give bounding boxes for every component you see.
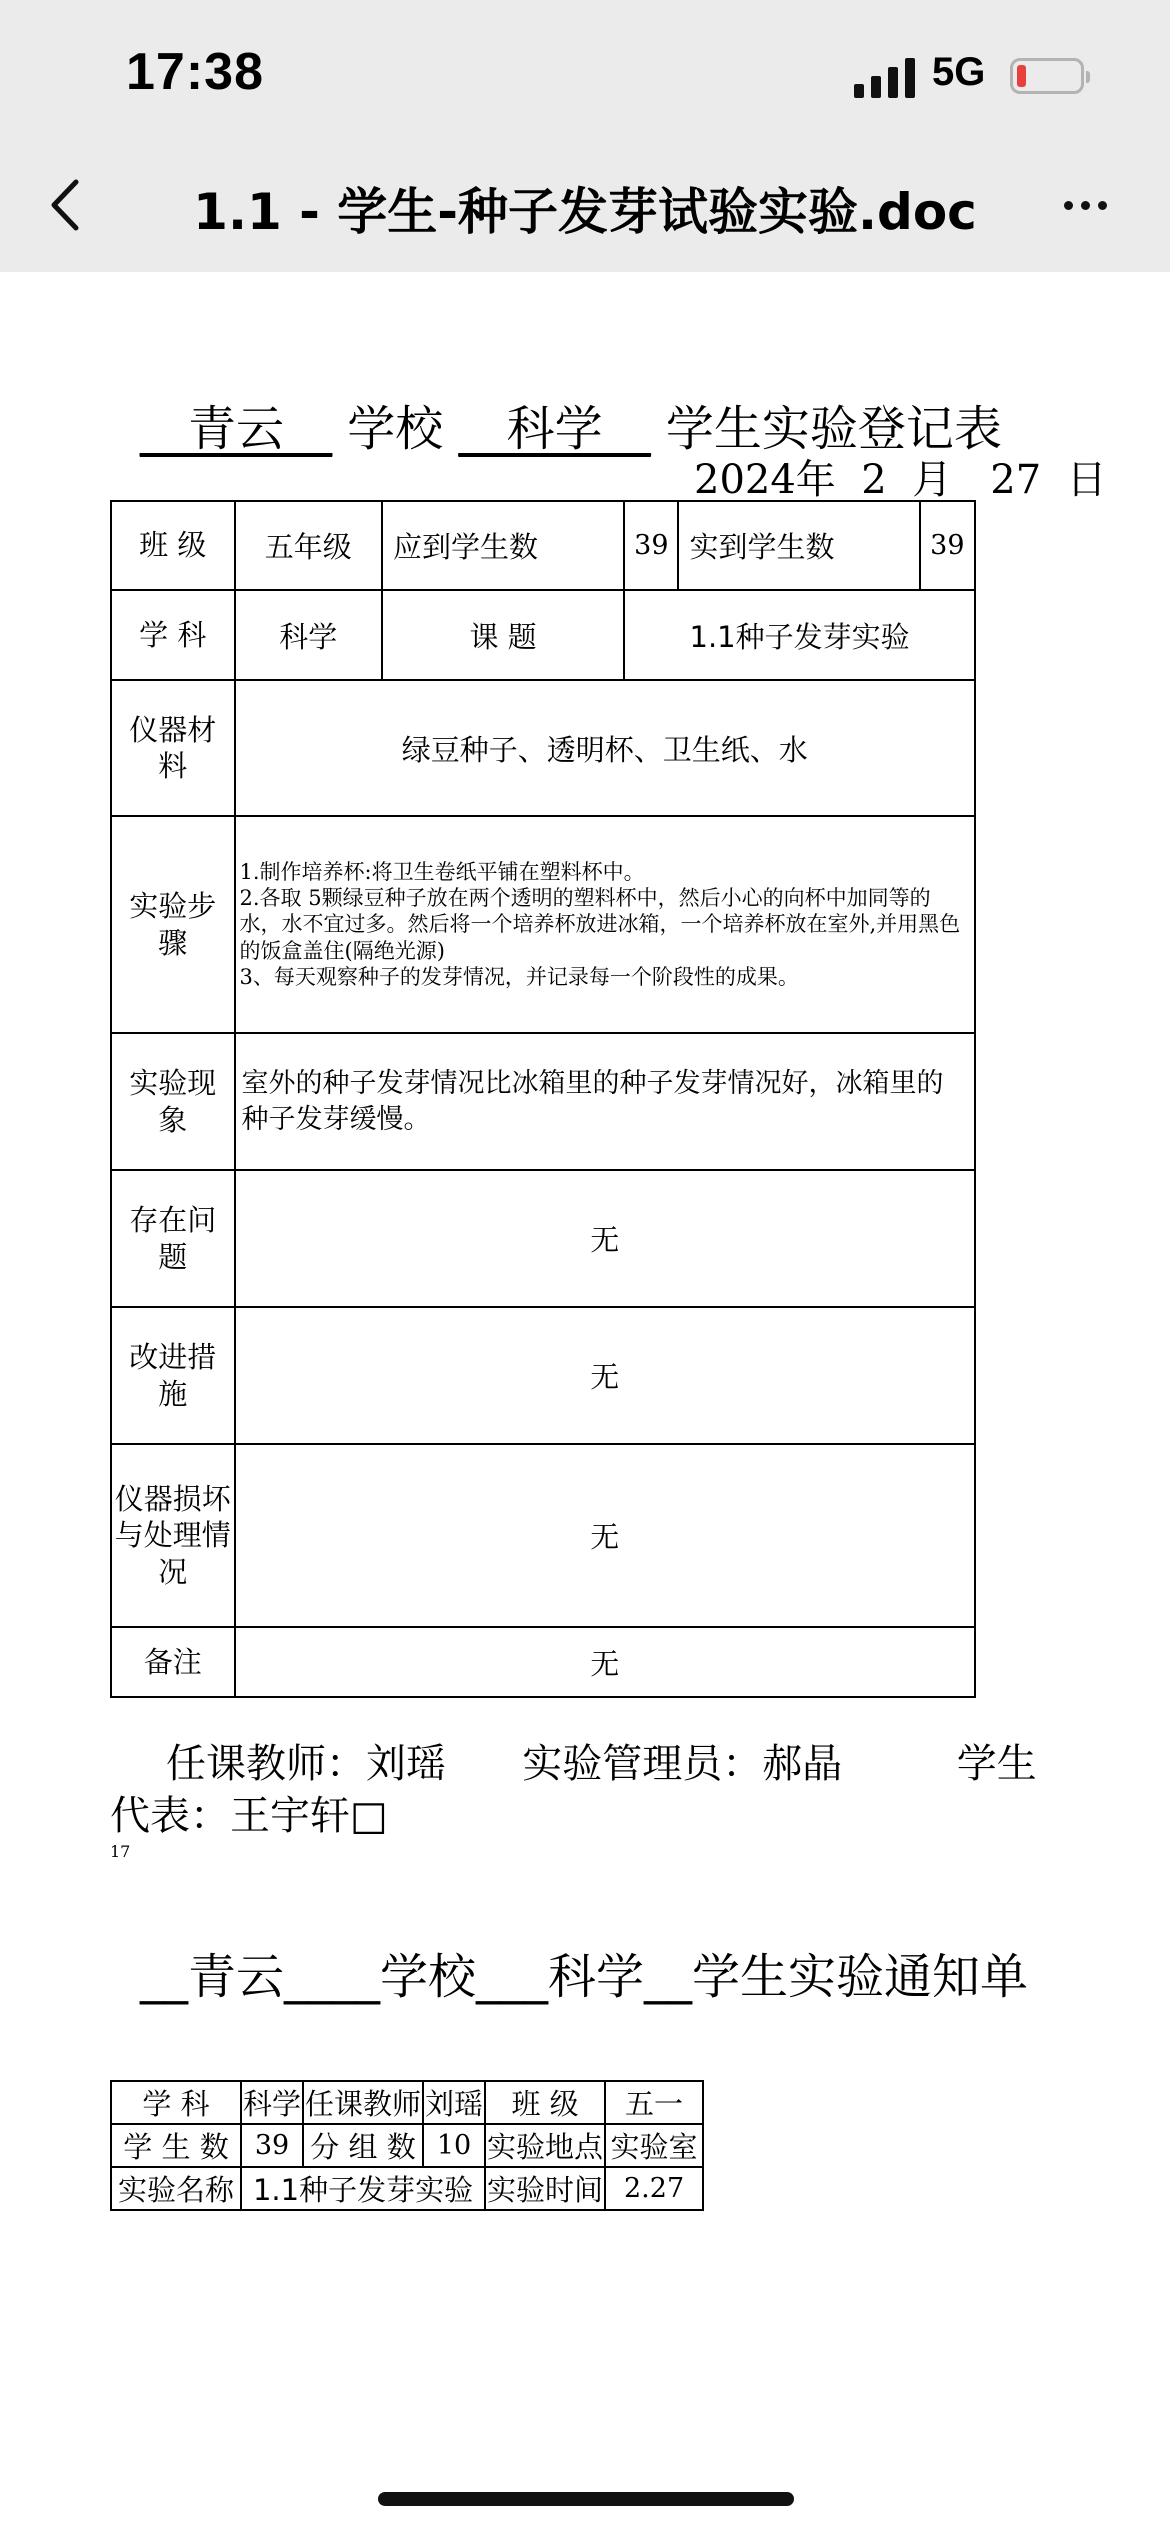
- registration-date: 2024年 2 月 27 日: [694, 457, 1107, 503]
- table-row: [111, 2167, 703, 2210]
- remarks-value: 无: [235, 1627, 976, 1697]
- more-dot-icon: [1098, 201, 1107, 210]
- table-cell: 学 生 数: [111, 2124, 241, 2167]
- improve-value: 无: [235, 1307, 976, 1444]
- steps-content: [235, 816, 976, 1033]
- table-cell: 班 级: [485, 2081, 605, 2124]
- status-time: 17:38: [126, 43, 264, 101]
- step-item: 1.制作培养杯:将卫生卷纸平铺在塑料杯中。: [239, 860, 645, 885]
- signal-strength-icon: [854, 58, 918, 98]
- table-cell: 五一: [605, 2081, 703, 2124]
- back-button[interactable]: [40, 170, 90, 240]
- table-cell: 实验地点: [485, 2124, 605, 2167]
- table-cell: 实验室: [605, 2124, 703, 2167]
- signers-line: 任课教师：刘瑶 实验管理员：郝晶 学生代表：王宇轩□: [110, 1741, 1037, 1839]
- experiment-name-label: 实验名称: [111, 2167, 241, 2210]
- subject-value: 科学: [235, 590, 382, 680]
- phenomenon-value: 室外的种子发芽情况比冰箱里的种子发芽情况好，冰箱里的种子发芽缓慢。: [235, 1033, 976, 1170]
- table-cell: 刘瑶: [423, 2081, 485, 2124]
- network-type: 5G: [932, 50, 986, 94]
- notice-title: __青云____学校___科学__学生实验通知单: [140, 1949, 1029, 2005]
- document-title: 1.1 - 学生-种子发芽试验实验.doc: [193, 183, 977, 241]
- materials-value: 绿豆种子、透明杯、卫生纸、水: [235, 680, 976, 816]
- more-options-button[interactable]: [1050, 180, 1120, 230]
- battery-icon: [1010, 58, 1084, 94]
- actual-label: 实到学生数: [678, 501, 919, 590]
- remarks-label: 备注: [111, 1627, 235, 1697]
- more-dot-icon: [1064, 201, 1073, 210]
- home-indicator[interactable]: [378, 2492, 794, 2506]
- title-subject: __科学__: [458, 401, 651, 457]
- step-item: 3、每天观察种子的发芽情况，并记录每一个阶段性的成果。: [239, 964, 799, 989]
- registration-table: [110, 500, 976, 1698]
- chevron-left-icon: [48, 178, 82, 232]
- more-dot-icon: [1081, 201, 1090, 210]
- experiment-time-value: 2.27: [605, 2167, 703, 2210]
- experiment-time-label: 实验时间: [485, 2167, 605, 2210]
- subject-label: 学 科: [111, 590, 235, 680]
- topic-value: 1.1种子发芽实验: [624, 590, 975, 680]
- problems-value: 无: [235, 1170, 976, 1307]
- expected-value: 39: [624, 501, 678, 590]
- damage-value: 无: [235, 1444, 976, 1627]
- actual-value: 39: [920, 501, 975, 590]
- page-number: 17: [110, 1842, 131, 1861]
- table-row: [111, 2124, 703, 2167]
- class-label: 班 级: [111, 501, 235, 590]
- materials-label: 仪器材料: [111, 680, 235, 816]
- table-cell: 10: [423, 2124, 485, 2167]
- experiment-name-value: 1.1种子发芽实验: [241, 2167, 485, 2210]
- step-item: 2.各取 5颗绿豆种子放在两个透明的塑料杯中，然后小心的向杯中加同等的水，水不宜过多。然后将一个培养杯放进冰箱，一个培养杯放在室外,并用黑色的饭盒盖住(隔绝光源): [239, 886, 961, 963]
- improve-label: 改进措施: [111, 1307, 235, 1444]
- phenomenon-label: 实验现象: [111, 1033, 235, 1170]
- table-cell: 科学: [241, 2081, 303, 2124]
- damage-label: 仪器损坏与处理情况: [111, 1444, 235, 1627]
- steps-label: 实验步骤: [111, 816, 235, 1033]
- title-suffix: 学生实验登记表: [665, 401, 1002, 457]
- topic-label: 课 题: [382, 590, 624, 680]
- title-school-suffix: 学校: [347, 401, 444, 457]
- notice-table: [110, 2080, 704, 2211]
- table-cell: 39: [241, 2124, 303, 2167]
- table-row: [111, 2081, 703, 2124]
- table-cell: 学 科: [111, 2081, 241, 2124]
- problems-label: 存在问题: [111, 1170, 235, 1307]
- title-school: __青云__: [140, 401, 333, 457]
- expected-label: 应到学生数: [382, 501, 624, 590]
- table-cell: 分 组 数: [303, 2124, 423, 2167]
- class-value: 五年级: [235, 501, 382, 590]
- top-bar: [0, 0, 1170, 272]
- table-cell: 任课教师: [303, 2081, 423, 2124]
